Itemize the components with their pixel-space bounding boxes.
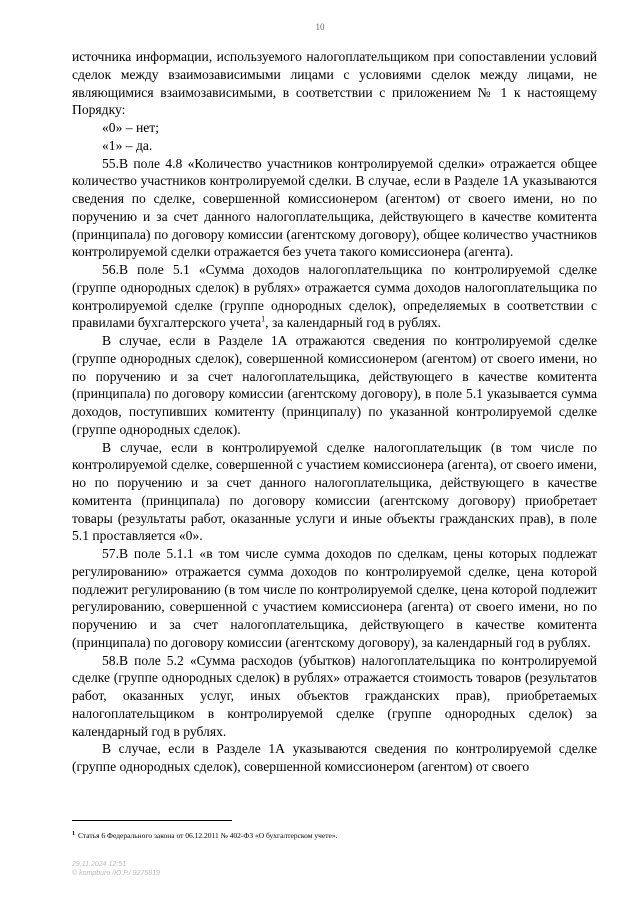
page-number: 10 bbox=[315, 22, 325, 32]
paragraph-56-text-end: , за календарный год в рублях. bbox=[265, 315, 442, 331]
footnote bbox=[72, 831, 597, 841]
list-item: «1» – да. bbox=[102, 137, 153, 153]
footnote-text: Статья 6 Федерального закона от 06.12.2011 № 402-ФЗ «О бухгалтерском учете». bbox=[78, 831, 338, 840]
paragraph-58: 58.В поле 5.2 «Сумма расходов (убытков) налогоплательщика по контролируемой сделке (группе однородных сделок) в рублях» отражается стоимость товаров (результатов работ, оказанных услуг, иных объектов гражданских прав), приобретаемых налогоплательщиком в контролируемой сделке (группе однородных сделок) за календарный год в рублях. bbox=[72, 652, 597, 739]
paragraph-56-text: 56.В поле 5.1 «Сумма доходов налогоплательщика по контролируемой сделке (группе однородных сделок) в рублях» отражается сумма доходов налогоплательщика по контролируемой сделке (группе однородных сделок), определяемых в соответствии с правилами бухгалтерского учета bbox=[72, 262, 597, 331]
footnote-divider bbox=[72, 820, 232, 821]
footnote-number: 1 bbox=[72, 830, 75, 837]
footnote-reference[interactable]: 1 bbox=[261, 314, 266, 324]
stamp-source: © kompburo /Ю.Р./ 9275819 bbox=[72, 870, 160, 877]
paragraph: В случае, если в контролируемой сделке налогоплательщик (в том числе по контролируемой сделке, совершенной с участием комиссионера (агента), от своего имени, но по поручению и за счет данного налогоплательщика, действующего в качестве комитента (принципала) по договору комиссии (агентскому договору) приобретает товары (результаты работ, оказанные услуги и иные объекты гражданских прав), в поле 5.1 проставляется «0». bbox=[72, 439, 597, 544]
document-body bbox=[72, 48, 597, 776]
paragraph: В случае, если в Разделе 1А указываются сведения по контролируемой сделке (группе однородных сделок), совершенной комиссионером (агентом) от своего bbox=[72, 741, 597, 774]
paragraph-56 bbox=[72, 261, 597, 332]
paragraph: В случае, если в Разделе 1А отражаются сведения по контролируемой сделке (группе однородных сделок), совершенной комиссионером (агентом) от своего имени, но по поручению и за счет налогоплательщика, действующего в качестве комитента (принципала) по договору комиссии (агентскому договору), в поле 5.1 указывается сумма доходов, поступивших комитенту (принципалу) по указанной контролируемой сделке (группе однородных сделок). bbox=[72, 333, 597, 437]
paragraph-57: 57.В поле 5.1.1 «в том числе сумма доходов по сделкам, цены которых подлежат регулированию» отражается сумма доходов по контролируемой сделке, цена которой подлежит регулированию (в том числе по контролируемой сделке, цена которой подлежит регулированию, совершенной с участием комиссионера (агента) от своего имени, но по поручению и за счет налогоплательщика, действующего в качестве комитента (принципала) по договору комиссии (агентскому договору), за календарный год в рублях. bbox=[72, 546, 597, 650]
list-item: «0» – нет; bbox=[102, 120, 160, 135]
stamp-date: 29.11.2024 12:51 bbox=[72, 861, 126, 868]
print-stamp bbox=[72, 860, 160, 878]
paragraph-55: 55.В поле 4.8 «Количество участников контролируемой сделки» отражается общее количество участников контролируемой сделки. В случае, если в Разделе 1А указываются сведения по сделке, совершенной комиссионером (агентом) от своего имени, но по поручению и за счет данного налогоплательщика, действующего в качестве комитента (принципала) по договору комиссии (агентскому договору), общее количество участников контролируемой сделки отражается без учета такого комиссионера (агента). bbox=[72, 155, 597, 260]
paragraph: источника информации, используемого налогоплательщиком при сопоставлении условий сделок между взаимозависимыми лицами с условиями сделок между лицами, не являющимися взаимозависимыми, в соответствии с приложением № 1 к настоящему Порядку: bbox=[72, 49, 597, 118]
